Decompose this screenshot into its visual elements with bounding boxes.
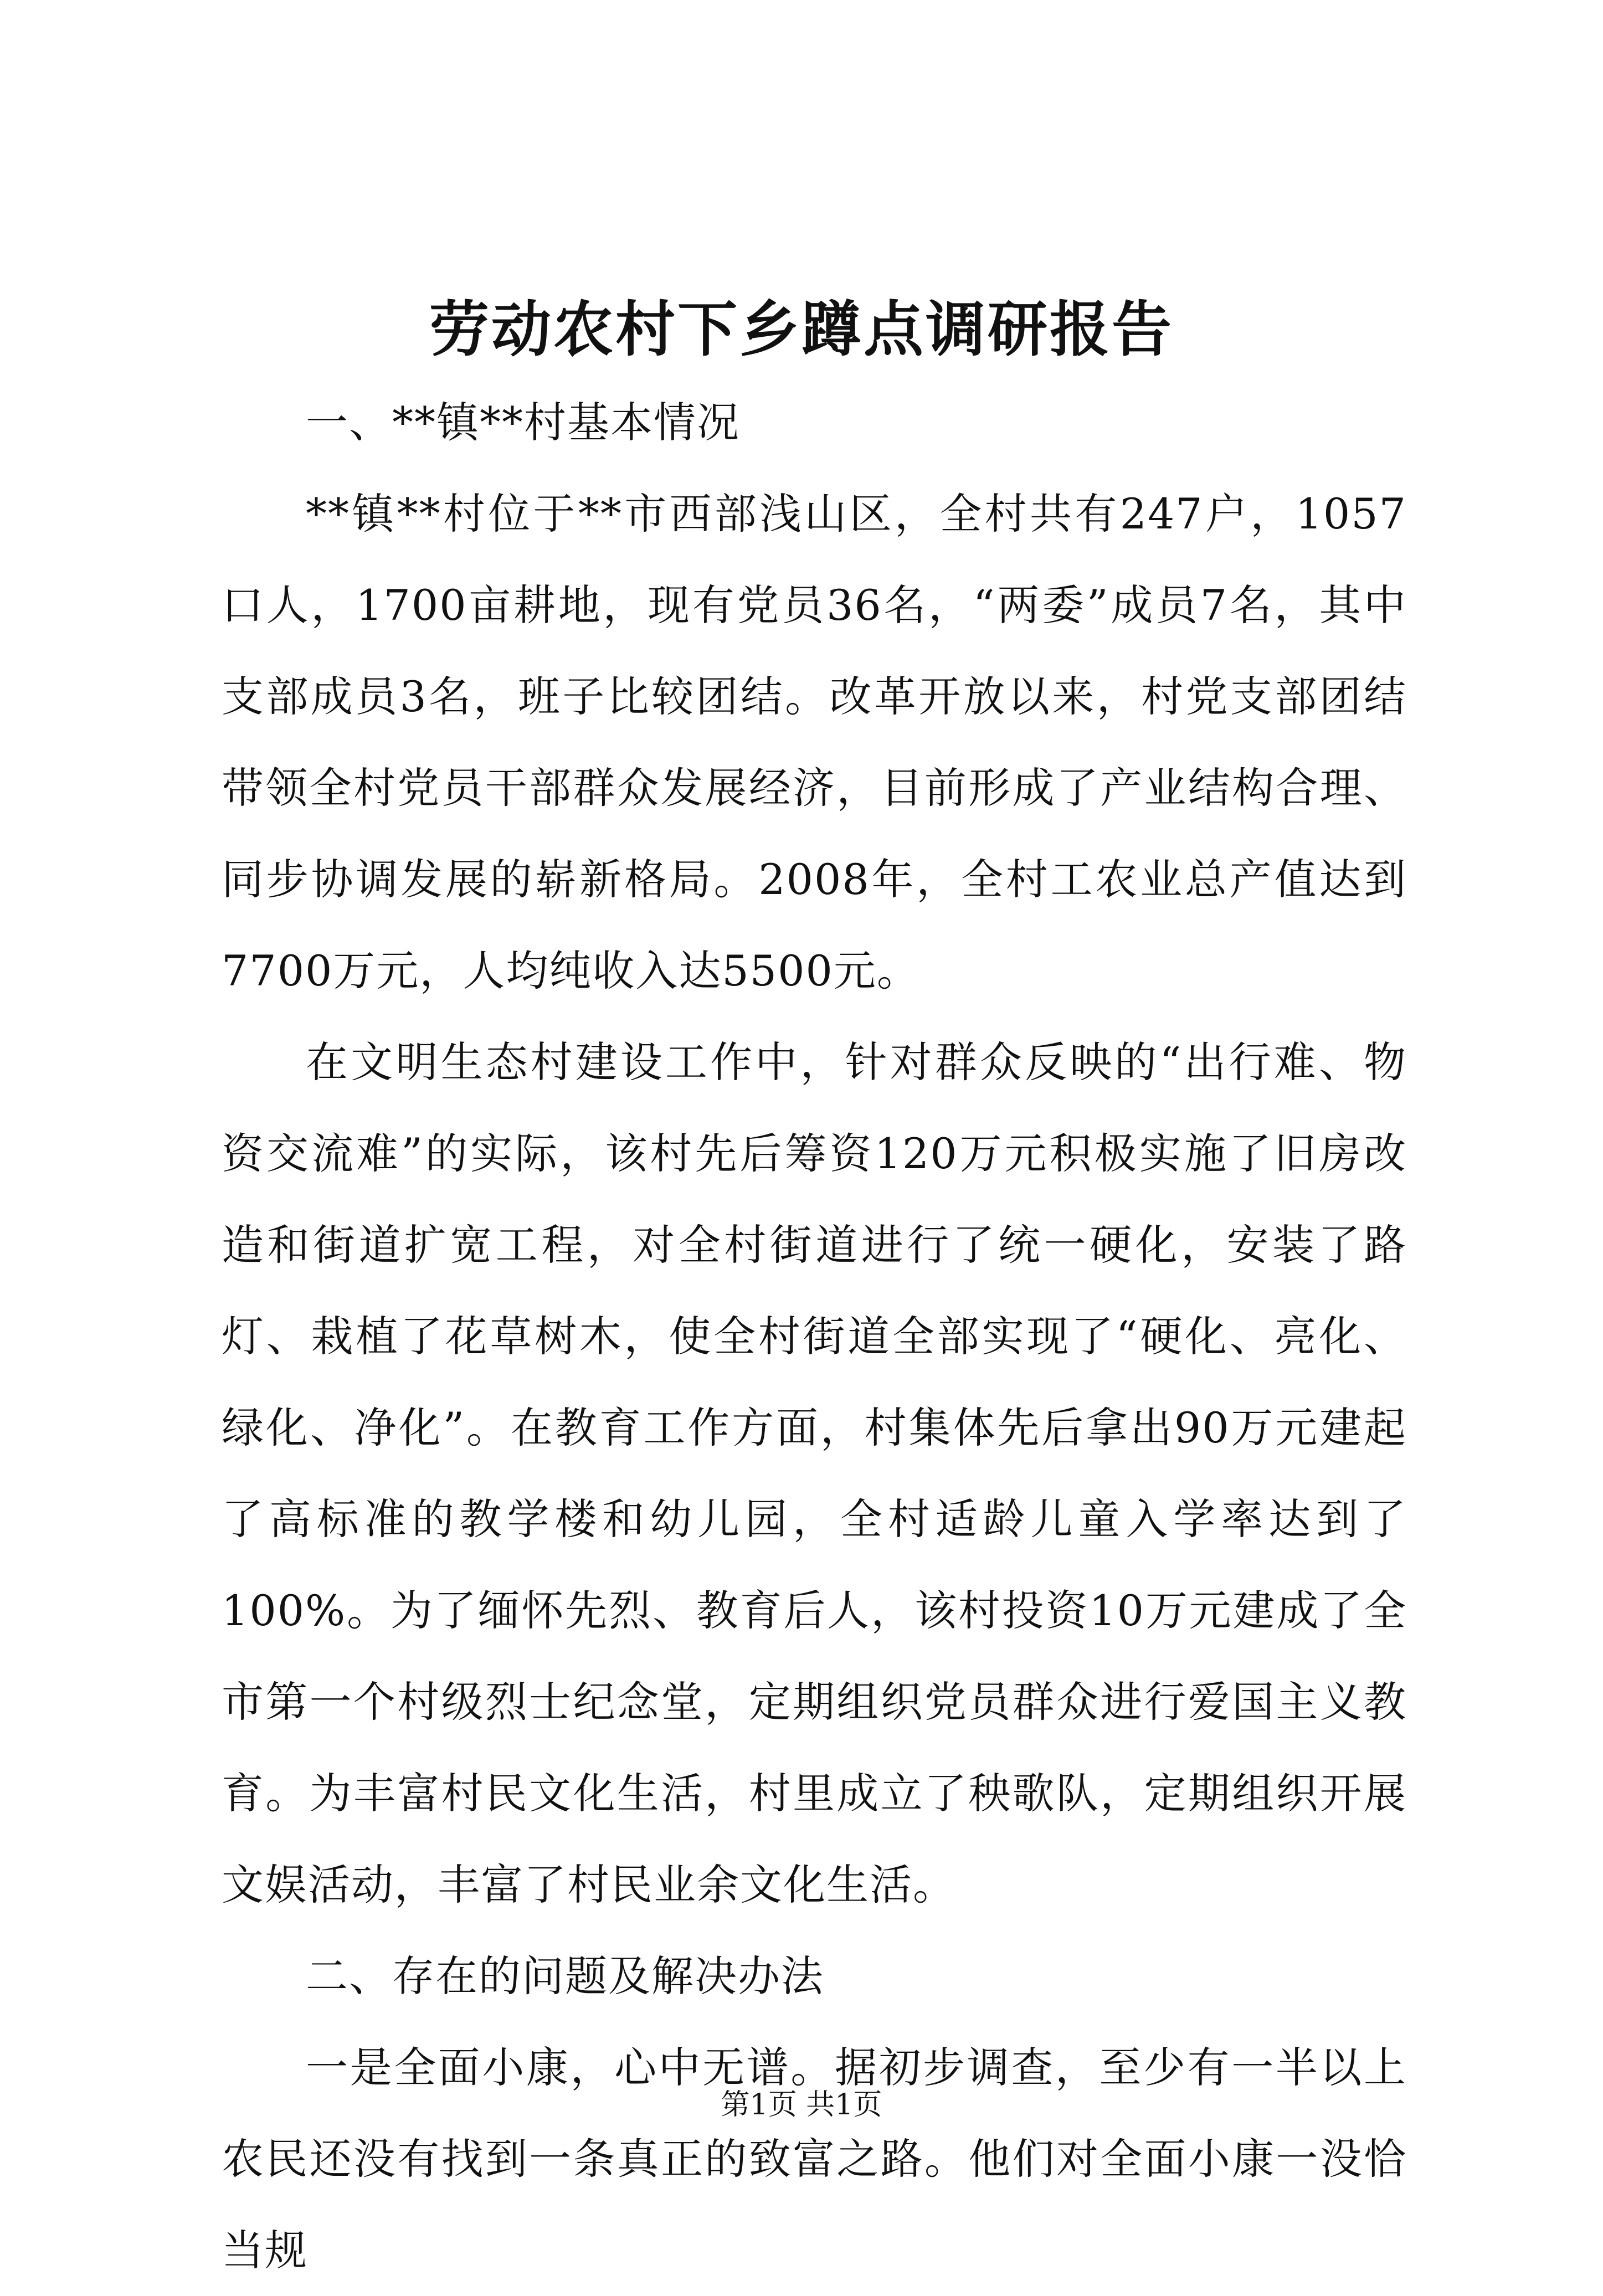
page-number: 第1页 共1页: [721, 2088, 882, 2122]
paragraph-3: 一是全面小康，心中无谱。据初步调查，至少有一半以上农民还没有找到一条真正的致富之路。他们对全面小康一没恰当规: [222, 2043, 1407, 2275]
page-footer: [0, 2083, 1603, 2127]
document-body: [222, 377, 1407, 2296]
section-heading-2: 二、存在的问题及解决办法: [306, 1951, 824, 2001]
paragraph-2: 在文明生态村建设工作中，针对群众反映的“出行难、物资交流难”的实际，该村先后筹资120万元积极实施了旧房改造和街道扩宽工程，对全村街道进行了统一硬化，安装了路灯、栽植了花草树木，使全村街道全部实现了“硬化、亮化、绿化、净化”。在教育工作方面，村集体先后拿出90万元建起了高标准的教学楼和幼儿园，全村适龄儿童入学率达到了100%。为了缅怀先烈、教育后人，该村投资10万元建成了全市第一个村级烈士纪念堂，定期组织党员群众进行爱国主义教育。为丰富村民文化生活，村里成立了秧歌队，定期组织开展文娱活动，丰富了村民业余文化生活。: [222, 1037, 1407, 1909]
paragraph-1: **镇**村位于**市西部浅山区，全村共有247户，1057口人，1700亩耕地，现有党员36名，“两委”成员7名，其中支部成员3名，班子比较团结。改革开放以来，村党支部团结带领全村党员干部群众发展经济，目前形成了产业结构合理、同步协调发展的崭新格局。2008年，全村工农业总产值达到7700万元，人均纯收入达5500元。: [222, 489, 1407, 995]
document-title: 劳动农村下乡蹲点调研报告: [429, 295, 1174, 364]
section-heading-1: 一、**镇**村基本情况: [306, 398, 740, 447]
